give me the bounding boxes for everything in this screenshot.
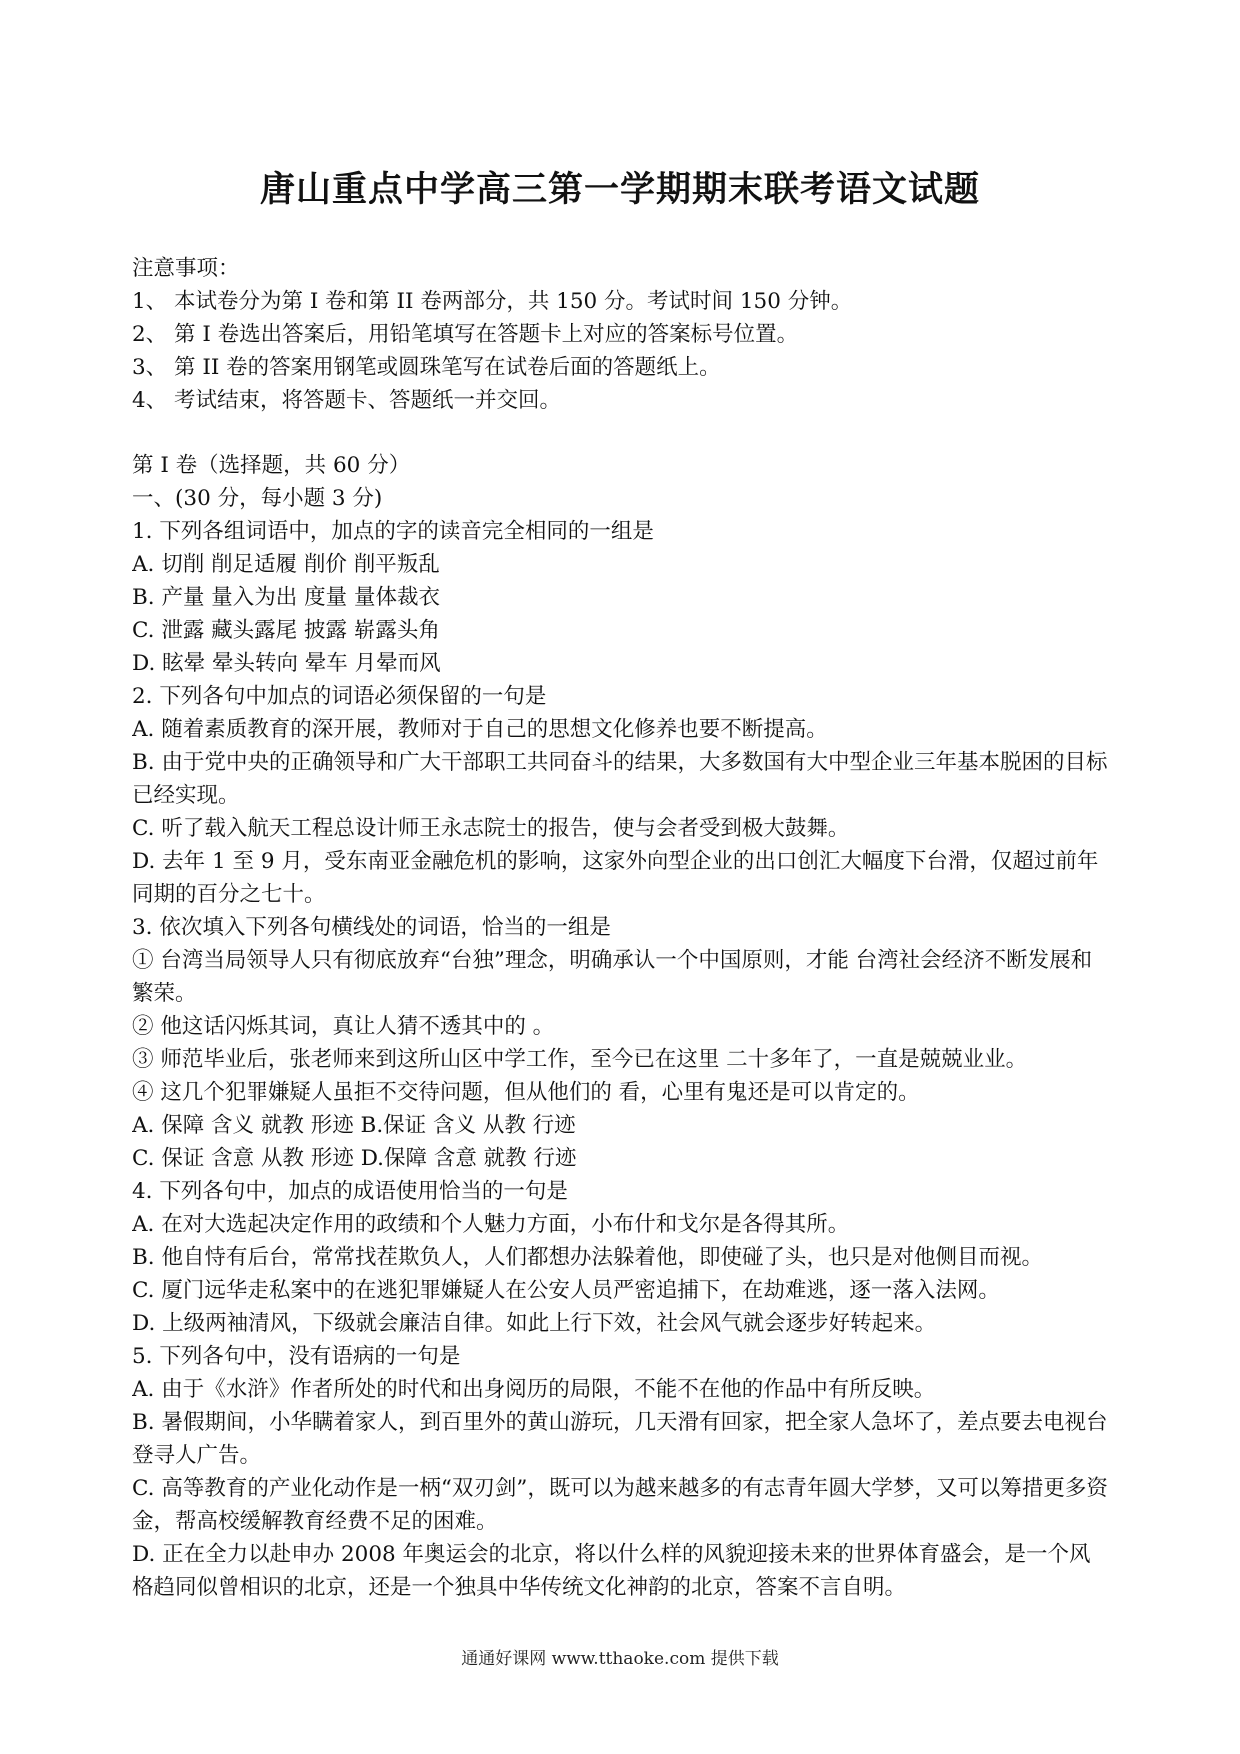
question-option: A. 在对大选起决定作用的政绩和个人魅力方面，小布什和戈尔是各得其所。 [132,1212,850,1237]
fill-sentence: ③ 师范毕业后，张老师来到这所山区中学工作，至今已在这里 二十多年了，一直是兢兢业业。 [132,1047,1028,1072]
question-option: C. 保证 含意 从教 形迹 D.保障 含意 就教 行迹 [132,1146,577,1171]
question-stem: 1. 下列各组词语中，加点的字的读音完全相同的一组是 [132,519,654,544]
question-option: B. 产量 量入为出 度量 量体裁衣 [132,585,440,610]
question-option: B. 他自恃有后台，常常找茬欺负人，人们都想办法躲着他，即使碰了头，也只是对他侧目而视。 [132,1245,1043,1270]
question-stem: 2. 下列各句中加点的词语必须保留的一句是 [132,684,547,709]
fill-sentence: ② 他这话闪烁其词，真让人猜不透其中的 。 [132,1014,555,1039]
question-option: B. 暑假期间，小华瞒着家人，到百里外的黄山游玩，几天滑有回家，把全家人急坏了，差点要去电视台登寻人广告。 [132,1410,1108,1468]
question-option: D. 正在全力以赴申办 2008 年奥运会的北京，将以什么样的风貌迎接未来的世界体育盛会，是一个风格趋同似曾相识的北京，还是一个独具中华传统文化神韵的北京，答案不言自明。 [132,1542,1091,1600]
question-stem: 5. 下列各句中，没有语病的一句是 [132,1344,461,1369]
question-option: C. 高等教育的产业化动作是一柄“双刃剑”，既可以为越来越多的有志青年圆大学梦，又可以筹措更多资金，帮高校缓解教育经费不足的困难。 [132,1476,1108,1534]
question-option: A. 随着素质教育的深开展，教师对于自己的思想文化修养也要不断提高。 [132,717,828,742]
question-stem: 3. 依次填入下列各句横线处的词语，恰当的一组是 [132,915,611,940]
fill-sentence: ① 台湾当局领导人只有彻底放弃“台独”理念，明确承认一个中国原则，才能 台湾社会经济不断发展和繁荣。 [132,948,1093,1006]
question-option: D. 上级两袖清风，下级就会廉洁自律。如此上行下效，社会风气就会逐步好转起来。 [132,1311,937,1336]
notice-item: 1、 本试卷分为第 I 卷和第 II 卷两部分，共 150 分。考试时间 150 分钟。 [132,289,853,314]
question-option: A. 由于《水浒》作者所处的时代和出身阅历的局限，不能不在他的作品中有所反映。 [132,1377,936,1402]
question-option: D. 眩晕 晕头转向 晕车 月晕而风 [132,651,441,676]
spacer [132,417,1112,449]
question-option: A. 切削 削足适履 削价 削平叛乱 [132,552,440,577]
question-stem: 4. 下列各句中，加点的成语使用恰当的一句是 [132,1179,568,1204]
question-option: C. 听了载入航天工程总设计师王永志院士的报告，使与会者受到极大鼓舞。 [132,816,850,841]
question-option: D. 去年 1 至 9 月，受东南亚金融危机的影响，这家外向型企业的出口创汇大幅度下台滑，仅超过前年同期的百分之七十。 [132,849,1099,907]
question-option: C. 厦门远华走私案中的在逃犯罪嫌疑人在公安人员严密追捕下，在劫难逃，逐一落入法网。 [132,1278,1000,1303]
question-option: B. 由于党中央的正确领导和广大干部职工共同奋斗的结果，大多数国有大中型企业三年基本脱困的目标已经实现。 [132,750,1108,808]
notice-item: 3、 第 II 卷的答案用钢笔或圆珠笔写在试卷后面的答题纸上。 [132,355,721,380]
notice-item: 4、 考试结束，将答题卡、答题纸一并交回。 [132,388,562,413]
fill-sentence: ④ 这几个犯罪嫌疑人虽拒不交待问题，但从他们的 看，心里有鬼还是可以肯定的。 [132,1080,920,1105]
page-title: 唐山重点中学高三第一学期期末联考语文试题 [259,169,980,210]
question-option: A. 保障 含义 就教 形迹 B.保证 含义 从教 行迹 [132,1113,576,1138]
part-heading: 一、(30 分，每小题 3 分) [132,486,383,511]
section-heading: 第 I 卷（选择题，共 60 分） [132,453,411,478]
question-option: C. 泄露 藏头露尾 披露 崭露头角 [132,618,440,643]
exam-content [132,252,1112,1604]
notice-item: 2、 第 I 卷选出答案后，用铅笔填写在答题卡上对应的答案标号位置。 [132,322,799,347]
notice-heading: 注意事项： [132,256,240,281]
footer-credit: 通通好课网 www.tthaoke.com 提供下载 [461,1649,779,1669]
